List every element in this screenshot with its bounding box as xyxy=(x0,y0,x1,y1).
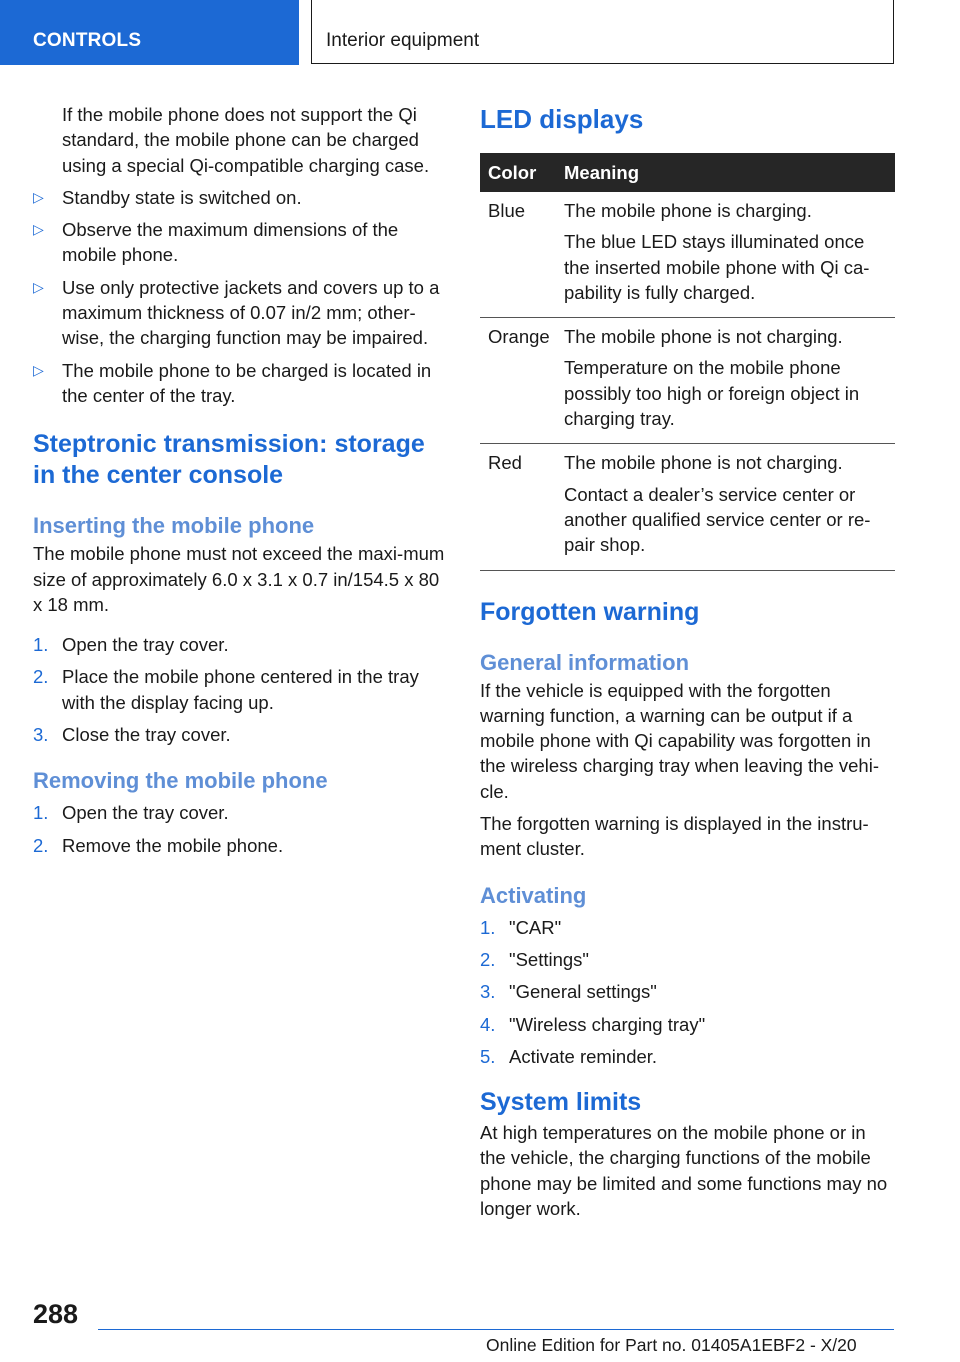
list-item: 5. Activate reminder. xyxy=(480,1044,895,1069)
inserting-heading: Inserting the mobile phone xyxy=(33,513,315,539)
list-item: ▷ The mobile phone to be charged is located in the center of the tray. xyxy=(33,359,432,406)
list-item: ▷ Use only protective jackets and covers up to a maximum thickness of 0.07 in/2 mm; other-wise, the charging function may be impaired. xyxy=(33,276,440,349)
led-color-cell: Red xyxy=(480,444,564,570)
led-color-cell: Blue xyxy=(480,192,564,318)
footer-edition-text: Online Edition for Part no. 01405A1EBF2 - X/20 xyxy=(486,1335,857,1355)
bullet-triangle-icon: ▷ xyxy=(33,221,44,238)
header-section-label: CONTROLS xyxy=(33,30,142,51)
bullet-triangle-icon: ▷ xyxy=(33,361,44,378)
led-meaning-cell: The mobile phone is not charging. Contact a dealer’s service center or another qualified service center or re-pair shop. xyxy=(564,444,895,570)
bullet-triangle-icon: ▷ xyxy=(33,278,44,295)
list-item: ▷ Observe the maximum dimensions of the mobile phone. xyxy=(33,219,399,266)
led-meaning-cell: The mobile phone is not charging. Temperature on the mobile phone possibly too high or foreign object in charging tray. xyxy=(564,318,895,444)
steptronic-heading: Steptronic transmission: storage in the center console xyxy=(33,430,425,490)
system-limits-heading: System limits xyxy=(480,1088,642,1117)
removing-heading: Removing the mobile phone xyxy=(33,768,328,794)
activating-heading: Activating xyxy=(480,882,587,908)
table-header-color: Color xyxy=(480,153,564,192)
bullet-triangle-icon: ▷ xyxy=(33,188,44,205)
activating-steps-list xyxy=(480,915,895,1069)
list-item: 1. Open the tray cover. xyxy=(33,632,447,657)
step-number: 1. xyxy=(480,916,496,938)
list-item: 2. Place the mobile phone centered in the tray with the display facing up. xyxy=(33,666,419,713)
step-number: 2. xyxy=(33,666,49,688)
table-row xyxy=(480,318,895,444)
step-number: 4. xyxy=(480,1013,496,1035)
header-chapter-label: Interior equipment xyxy=(326,30,480,51)
table-row xyxy=(480,192,895,318)
step-number: 3. xyxy=(480,981,496,1003)
inserting-steps-list xyxy=(33,632,447,747)
list-item: 4. "Wireless charging tray" xyxy=(480,1012,895,1037)
removing-steps-list xyxy=(33,800,447,858)
list-item: ▷ Standby state is switched on. xyxy=(33,185,447,210)
list-item: 3. "General settings" xyxy=(480,979,895,1004)
led-table xyxy=(480,153,895,571)
table-row xyxy=(480,444,895,570)
table-header-row xyxy=(480,153,895,192)
intro-continued-text: If the mobile phone does not support the Qi standard, the mobile phone can be charged using a special Qi-compatible charging case. xyxy=(62,104,430,176)
header-section-tab xyxy=(0,0,299,65)
led-color-cell: Orange xyxy=(480,318,564,444)
step-number: 2. xyxy=(33,834,49,856)
page-number: 288 xyxy=(33,1299,79,1329)
step-number: 2. xyxy=(480,948,496,970)
list-item: 1. "CAR" xyxy=(480,915,895,940)
list-item: 1. Open the tray cover. xyxy=(33,800,447,825)
footer-divider xyxy=(98,1329,894,1330)
header-chapter-box xyxy=(311,0,894,64)
general-text-2: The forgotten warning is displayed in the instru-ment cluster. xyxy=(480,813,869,860)
general-information-heading: General information xyxy=(480,649,690,675)
right-column xyxy=(480,102,895,1228)
list-item: 2. Remove the mobile phone. xyxy=(33,833,447,858)
step-number: 1. xyxy=(33,634,49,656)
step-number: 1. xyxy=(33,802,49,824)
led-displays-heading: LED displays xyxy=(480,104,644,134)
table-header-meaning: Meaning xyxy=(564,153,895,192)
led-meaning-cell: The mobile phone is charging. The blue LED stays illuminated once the inserted mobile phone with Qi ca-pability is fully charged. xyxy=(564,192,895,318)
list-item: 2. "Settings" xyxy=(480,947,895,972)
step-number: 3. xyxy=(33,724,49,746)
forgotten-warning-heading: Forgotten warning xyxy=(480,597,700,626)
general-text-1: If the vehicle is equipped with the forgotten warning function, a warning can be output if a mobile phone with Qi capability was forgotten in the wireless charging tray when leaving the vehi-cle. xyxy=(480,679,879,802)
system-limits-text: At high temperatures on the mobile phone or in the vehicle, the charging functions of the mobile phone may be limited and some functions may no longer work. xyxy=(480,1122,888,1220)
list-item: 3. Close the tray cover. xyxy=(33,722,447,747)
requirements-list xyxy=(33,185,447,408)
step-number: 5. xyxy=(480,1045,496,1067)
left-column xyxy=(33,102,447,865)
inserting-text: The mobile phone must not exceed the maxi-mum size of approximately 6.0 x 3.1 x 0.7 in/154.5 x 80 x 18 mm. xyxy=(33,543,445,615)
